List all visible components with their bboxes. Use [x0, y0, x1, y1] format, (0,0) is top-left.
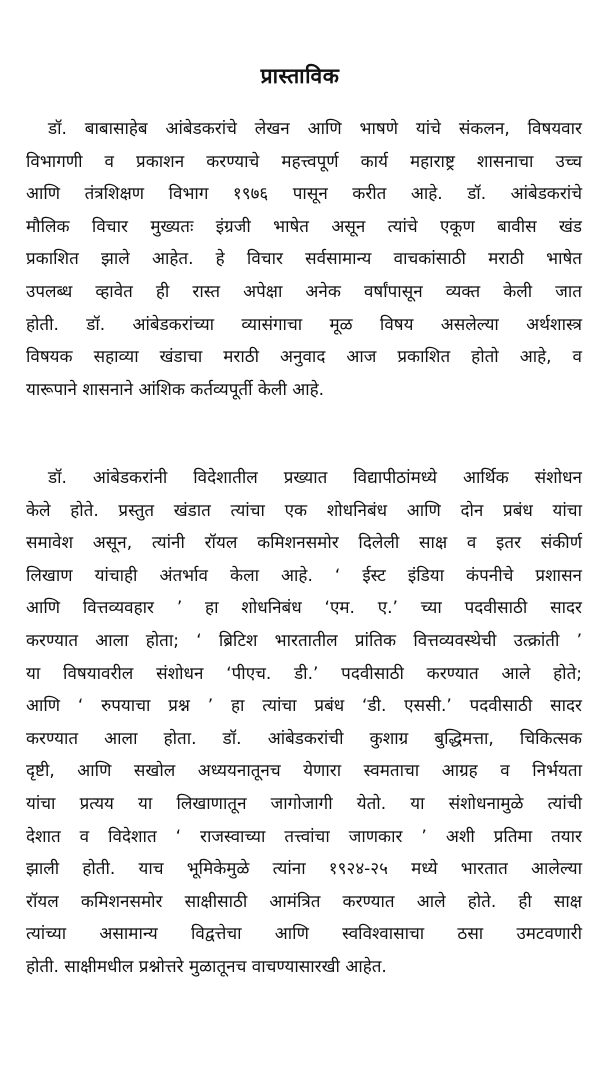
paragraph-line: प्रकाशित झाले आहेत. हे विचार सर्वसामान्य वाचकांसाठी मराठी भाषेत [26, 249, 582, 270]
paragraph-line: विभागणी व प्रकाशन करण्याचे महत्त्वपूर्ण कार्य महाराष्ट्र शासनाचा उच्च [26, 151, 582, 172]
paragraph-line: या विषयावरील संशोधन ‘पीएच. डी.’ पदवीसाठी करण्यात आले होते; [26, 663, 582, 684]
page-title: प्रास्ताविक [260, 64, 340, 88]
paragraph-line: होती. डॉ. आंबेडकरांच्या व्यासंगाचा मूळ विषय असलेल्या अर्थशास्त्र [26, 314, 582, 335]
paragraph-line: आणि ‘ रुपयाचा प्रश्न ’ हा त्यांचा प्रबंध ‘डी. एससी.’ पदवीसाठी सादर [26, 696, 582, 717]
paragraph-line: डॉ. आंबेडकरांनी विदेशातील प्रख्यात विद्यापीठांमध्ये आर्थिक संशोधन [48, 468, 582, 488]
paragraph-2 [26, 462, 582, 984]
paragraph-line: होती. साक्षीमधील प्रश्नोत्तरे मुळातूनच वाचण्यासारखी आहेत. [26, 956, 387, 977]
paragraph-line: करण्यात आला होता. डॉ. आंबेडकरांची कुशाग्र बुद्धिमत्ता, चिकित्सक [26, 728, 582, 749]
paragraph-line: विषयक सहाव्या खंडाचा मराठी अनुवाद आज प्रकाशित होतो आहे, व [26, 347, 582, 368]
paragraph-line: त्यांच्या असामान्य विद्वत्तेचा आणि स्वविश्वासाचा ठसा उमटवणारी [26, 924, 582, 945]
paragraph-line: लिखाण यांचाही अंतर्भाव केला आहे. ‘ ईस्ट इंडिया कंपनीचे प्रशासन [26, 565, 582, 586]
paragraph-line: डॉ. बाबासाहेब आंबेडकरांचे लेखन आणि भाषणे यांचे संकलन, विषयवार [48, 119, 582, 139]
paragraph-line: आणि तंत्रशिक्षण विभाग १९७६ पासून करीत आहे. डॉ. आंबेडकरांचे [26, 184, 582, 205]
paragraph-line: देशात व विदेशात ‘ राजस्वाच्या तत्त्वांचा जाणकार ’ अशी प्रतिमा तयार [26, 826, 582, 847]
paragraph-line: यांचा प्रत्यय या लिखाणातून जागोजागी येतो. या संशोधनामुळे त्यांची [26, 793, 582, 814]
paragraph-line: उपलब्ध व्हावेत ही रास्त अपेक्षा अनेक वर्षांपासून व्यक्त केली जात [26, 281, 582, 302]
paragraph-line: मौलिक विचार मुख्यतः इंग्रजी भाषेत असून त्यांचे एकूण बावीस खंड [26, 216, 582, 237]
paragraph-line: समावेश असून, त्यांनी रॉयल कमिशनसमोर दिलेली साक्ष व इतर संकीर्ण [26, 533, 582, 554]
paragraph-line: करण्यात आला होता; ‘ ब्रिटिश भारतातील प्रांतिक वित्तव्यवस्थेची उत्क्रांती ’ [26, 630, 582, 651]
paragraph-line: दृष्टी, आणि सखोल अध्ययनातूनच येणारा स्वमताचा आग्रह व निर्भयता [26, 761, 582, 782]
paragraph-line: आणि वित्तव्यवहार ’ हा शोधनिबंध ‘एम. ए.’ च्या पदवीसाठी सादर [26, 598, 582, 619]
paragraph-line: केले होते. प्रस्तुत खंडात त्यांचा एक शोधनिबंध आणि दोन प्रबंध यांचा [26, 500, 582, 521]
paragraph-line: यारूपाने शासनाने आंशिक कर्तव्यपूर्ती केली आहे. [26, 379, 325, 400]
paragraph-line: झाली होती. याच भूमिकेमुळे त्यांना १९२४-२५ मध्ये भारतात आलेल्या [26, 859, 582, 880]
paragraph-1 [26, 113, 582, 406]
paragraph-line: रॉयल कमिशनसमोर साक्षीसाठी आमंत्रित करण्यात आले होते. ही साक्ष [26, 891, 582, 912]
